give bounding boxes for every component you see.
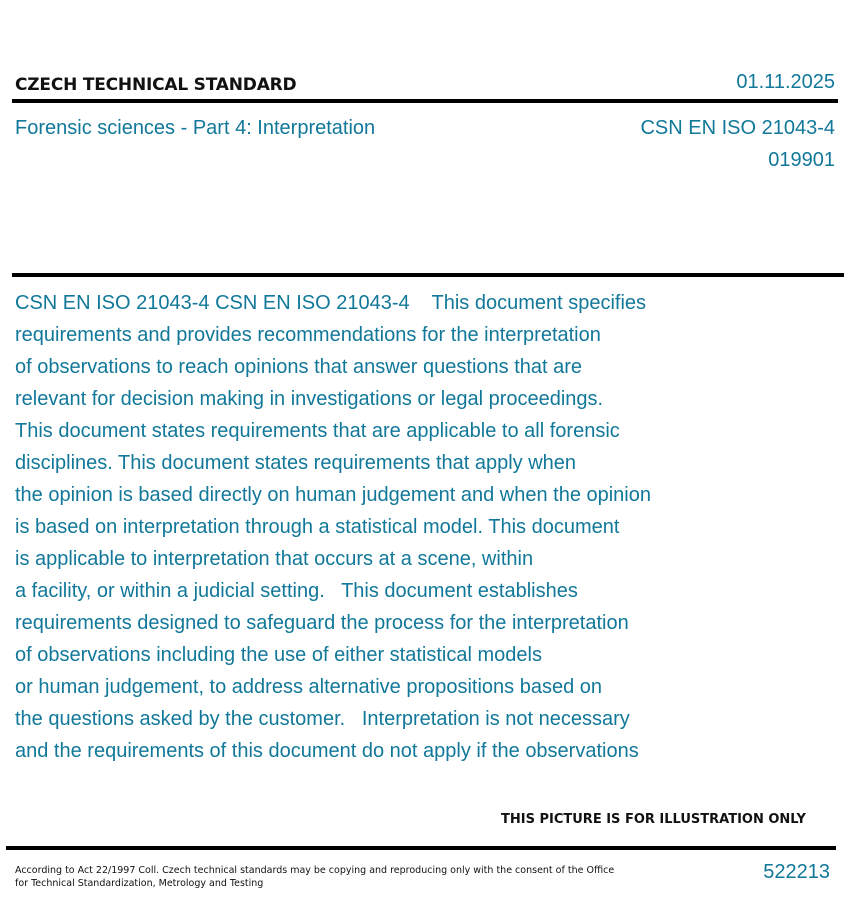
document-title: Forensic sciences - Part 4: Interpretation (15, 117, 376, 139)
abstract-line: requirements designed to safeguard the process for the interpretation (15, 612, 629, 634)
abstract-line: disciplines. This document states requirements that apply when (15, 452, 577, 474)
publication-date: 01.11.2025 (736, 71, 835, 93)
abstract-line: CSN EN ISO 21043-4 CSN EN ISO 21043-4 This document specifies (15, 292, 647, 314)
abstract-line: is applicable to interpretation that occurs at a scene, within (15, 548, 534, 570)
document-abstract (15, 287, 715, 767)
illustration-disclaimer: THIS PICTURE IS FOR ILLUSTRATION ONLY (501, 812, 806, 827)
copyright-notice-line: According to Act 22/1997 Coll. Czech technical standards may be copying and reproducing only with the consent of the Office (15, 865, 615, 876)
abstract-line: the opinion is based directly on human judgement and when the opinion (15, 484, 651, 506)
copyright-notice (15, 864, 615, 890)
title-section-rule (12, 273, 844, 277)
footer-document-id: 522213 (763, 861, 830, 883)
footer-rule (6, 846, 836, 850)
document-code: CSN EN ISO 21043-4 (640, 117, 835, 139)
abstract-line: a facility, or within a judicial setting. This document establishes (15, 580, 578, 602)
abstract-line: This document states requirements that are applicable to all forensic (15, 420, 620, 442)
document-number: 019901 (768, 149, 835, 171)
abstract-line: is based on interpretation through a statistical model. This document (15, 516, 620, 538)
abstract-line: of observations to reach opinions that answer questions that are (15, 356, 583, 378)
abstract-line: the questions asked by the customer. Interpretation is not necessary (15, 708, 630, 730)
copyright-notice-line: for Technical Standardization, Metrology and Testing (15, 878, 264, 889)
abstract-line: relevant for decision making in investigations or legal proceedings. (15, 388, 604, 410)
standard-type-heading: CZECH TECHNICAL STANDARD (15, 75, 297, 95)
abstract-line: of observations including the use of either statistical models (15, 644, 542, 666)
abstract-line: or human judgement, to address alternative propositions based on (15, 676, 603, 698)
abstract-line: requirements and provides recommendations for the interpretation (15, 324, 601, 346)
abstract-line: and the requirements of this document do not apply if the observations (15, 740, 639, 762)
header-rule (12, 99, 838, 103)
